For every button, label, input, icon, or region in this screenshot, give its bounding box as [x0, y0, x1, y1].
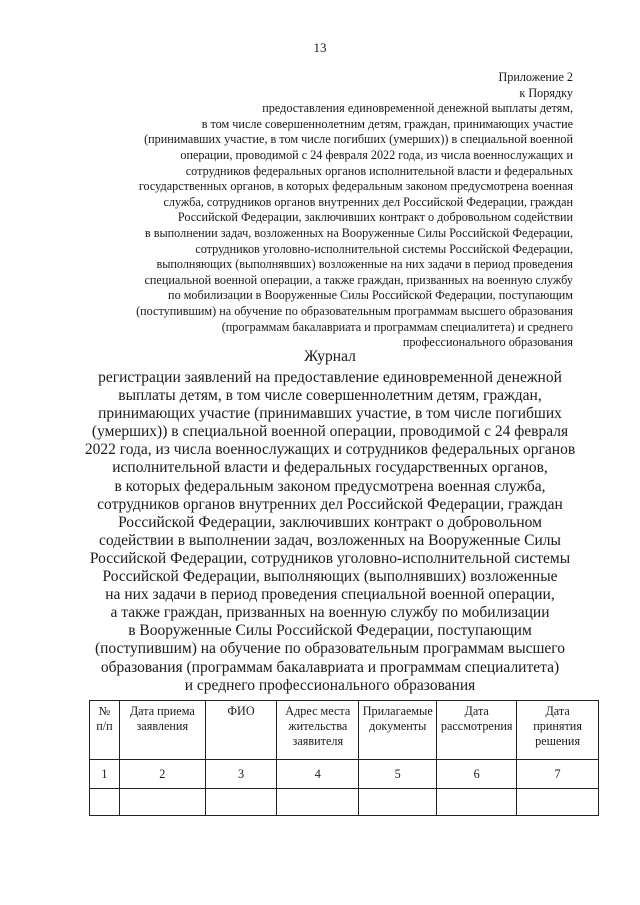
journal-line: выплаты детям, в том числе совершеннолетним детям, граждан, [118, 387, 542, 405]
appendix-line: к Порядку [519, 85, 573, 100]
column-number: 2 [119, 760, 205, 789]
journal-line: а также граждан, призванных на военную службу по мобилизации [110, 604, 550, 622]
appendix-line: выполняющих (выполнявших) возложенные на них задачи в период проведения [156, 257, 573, 272]
appendix-line: в выполнении задач, возложенных на Вооруженные Силы Российской Федерации, [144, 225, 573, 240]
journal-line: Российской Федерации, сотрудников уголовно-исполнительной системы [89, 549, 571, 567]
column-header-text: Дата [545, 704, 570, 718]
column-number: 3 [205, 760, 277, 789]
column-header [517, 701, 599, 760]
appendix-line: специальной военной операции, а также граждан, призванных на военную службу [144, 272, 573, 287]
journal-line: в Вооруженные Силы Российской Федерации, поступающим [128, 622, 532, 640]
table-cell [277, 789, 359, 816]
journal-line: (умерших)) в специальной военной операции, проводимой с 24 февраля [91, 423, 569, 441]
column-header-text: заявления [136, 719, 189, 733]
registration-table [89, 700, 599, 816]
column-number: 6 [437, 760, 517, 789]
appendix-line: профессионального образования [402, 335, 573, 350]
column-header [277, 701, 359, 760]
journal-line: Российской Федерации, заключивших контракт о добровольном [118, 513, 542, 531]
table-cell [517, 789, 599, 816]
column-header-text: ФИО [227, 704, 255, 718]
journal-description [40, 369, 620, 695]
journal-line: на них задачи в период проведения специальной военной операции, [105, 586, 555, 604]
page-number: 13 [313, 40, 327, 55]
journal-line: (поступившим) на обучение по образовательным программам высшего [94, 640, 566, 658]
column-number: 5 [359, 760, 437, 789]
column-header [119, 701, 205, 760]
journal-line: Российской Федерации, выполняющих (выполнявших) возложенные [102, 568, 558, 586]
appendix-line: сотрудников уголовно-исполнительной системы Российской Федерации, [195, 241, 573, 256]
table-cell [205, 789, 277, 816]
column-header-text: принятия [533, 719, 582, 733]
journal-line: регистрации заявлений на предоставление единовременной денежной [98, 369, 562, 386]
journal-line: и среднего профессионального образования [184, 676, 476, 694]
appendix-line: операции, проводимой с 24 февраля 2022 года, из числа военнослужащих и [180, 147, 573, 162]
appendix-line: Российской Федерации, заключивших контракт о добровольном содействии [177, 210, 573, 225]
journal-line: сотрудников органов внутренних дел Российской Федерации, граждан [97, 495, 563, 513]
journal-title: Журнал [304, 348, 356, 365]
column-number: 7 [517, 760, 599, 789]
column-header-text: Дата приема [129, 704, 195, 718]
column-header-text: № [98, 704, 111, 718]
appendix-line: государственных органов, в которых федеральным законом предусмотрена военная [138, 179, 573, 194]
column-header-text: заявителя [292, 734, 344, 748]
journal-line: содействии в выполнении задач, возложенных на Вооруженные Силы [99, 531, 561, 549]
table-row [90, 789, 599, 816]
column-number: 1 [90, 760, 120, 789]
appendix-line: предоставления единовременной денежной выплаты детям, [262, 101, 573, 116]
table-cell [359, 789, 437, 816]
column-header [205, 701, 277, 760]
column-header-text: п/п [96, 719, 113, 733]
column-header [359, 701, 437, 760]
column-header [437, 701, 517, 760]
appendix-line: (программам бакалавриата и программам специалитета) и среднего [221, 319, 573, 334]
appendix-header [100, 70, 573, 351]
column-header-text: Дата [464, 704, 489, 718]
appendix-line: Приложение 2 [498, 70, 573, 84]
table-cell [119, 789, 205, 816]
appendix-line: (поступившим) на обучение по образовательным программам высшего образования [136, 303, 573, 318]
column-header [90, 701, 120, 760]
table-cell [437, 789, 517, 816]
appendix-line: (принимавших участие, в том числе погибших (умерших)) в специальной военной [144, 132, 573, 147]
column-header-text: Адрес места [285, 704, 351, 718]
appendix-line: сотрудников федеральных органов исполнительной власти и федеральных [185, 163, 573, 178]
appendix-line: служба, сотрудников органов внутренних дел Российской Федерации, граждан [163, 194, 573, 209]
journal-line: в которых федеральным законом предусмотрена военная служба, [114, 477, 546, 495]
column-header-text: жительства [288, 719, 348, 733]
appendix-line: по мобилизации в Вооруженные Силы Российской Федерации, поступающим [168, 288, 573, 303]
table-cell [90, 789, 120, 816]
column-header-text: рассмотрения [440, 719, 513, 733]
column-header-text: решения [535, 734, 581, 748]
journal-line: исполнительной власти и федеральных государственных органов, [112, 459, 548, 477]
journal-line: принимающих участие (принимавших участие, в том числе погибших [98, 405, 562, 423]
column-number: 4 [277, 760, 359, 789]
journal-line: 2022 года, из числа военнослужащих и сотрудников федеральных органов [84, 441, 576, 459]
appendix-line: в том числе совершеннолетним детям, граждан, принимающих участие [201, 116, 573, 131]
column-header-text: Прилагаемые [362, 704, 433, 718]
column-header-text: документы [369, 719, 427, 733]
journal-line: образования (программам бакалавриата и программам специалитета) [100, 658, 560, 676]
table-header-row [90, 701, 599, 760]
table-column-number-row [90, 760, 599, 789]
